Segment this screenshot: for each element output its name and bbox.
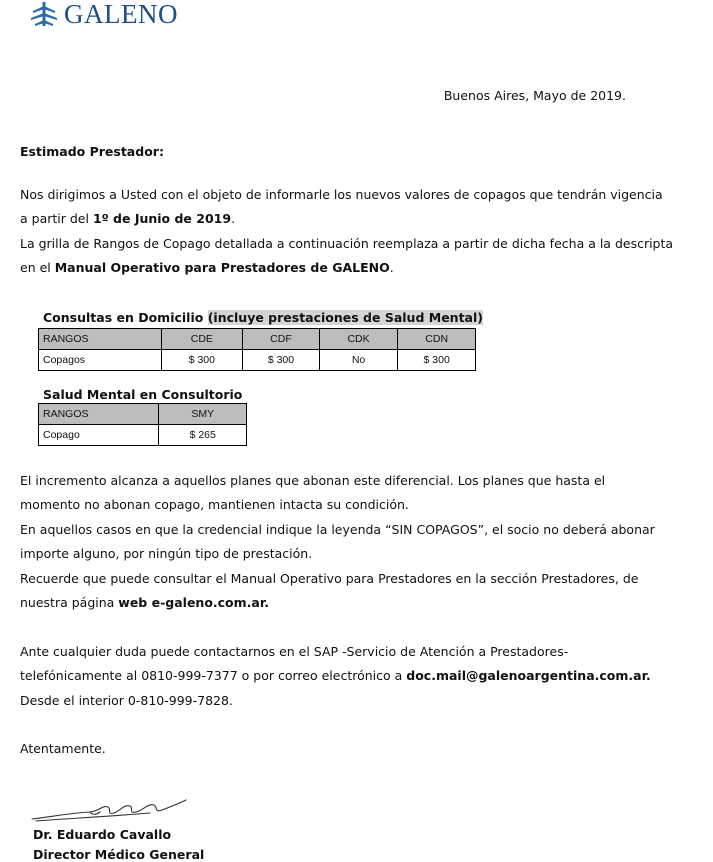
body-line-1: El incremento alcanza a aquellos planes que abonan este diferencial. Los planes que hasta el [20,473,606,488]
table-header-cell: RANGOS [39,404,159,425]
body-line-2: momento no abonan copago, mantienen intacta su condición. [20,497,409,513]
table-cell: $ 300 [161,350,243,371]
closing: Atentamente. [20,741,106,756]
table2-title: Salud Mental en Consultorio [43,387,243,402]
table-row [39,425,247,446]
body-line-4: importe alguno, por ningún tipo de prestación. [20,546,313,562]
body-line-6: nuestra página web e-galeno.com.ar. [20,595,269,611]
table-header-cell: CDN [398,329,476,350]
galeno-logo [30,0,178,28]
effective-date: 1º de Junio de 2019 [92,211,232,227]
signatory-name: Dr. Eduardo Cavallo [33,827,172,842]
galeno-emblem-icon [30,2,58,26]
manual-title: Manual Operativo para Prestadores de GALENO [54,260,390,276]
table1-title: Consultas en Domicilio (incluye prestaciones de Salud Mental) [43,310,483,325]
table-cell: $ 265 [159,425,247,446]
table-row [39,350,476,371]
intro-line-2: a partir del 1º de Junio de 2019. [20,211,236,227]
home-visits-copay-table [38,328,476,371]
contact-line-1: Ante cualquier duda puede contactarnos en el SAP -Servicio de Atención a Prestadores- [20,644,569,659]
table-cell: Copago [39,425,159,446]
contact-paragraph [20,640,651,713]
mental-health-copay-table [38,403,247,446]
letter-date: Buenos Aires, Mayo de 2019. [443,88,626,103]
body-line-5: Recuerde que puede consultar el Manual Operativo para Prestadores en la sección Prestadores, de [20,570,639,586]
signatory-title: Director Médico General [33,847,205,862]
table-header-cell: CDK [319,329,398,350]
contact-email: doc.mail@galenoargentina.com.ar. [406,668,651,684]
table-header-cell: RANGOS [39,329,162,350]
table-cell: No [319,350,398,371]
body-line-3: En aquellos casos en que la credencial indique la leyenda “SIN COPAGOS”, el socio no deberá abonar [20,521,655,537]
table-header-row [39,404,247,425]
table-header-row [39,329,476,350]
handwritten-signature [30,795,190,823]
contact-line-2: telefónicamente al 0810-999-7377 o por correo electrónico a doc.mail@galenoargentina.com.ar. [20,668,651,684]
brand-name: GALENO [64,0,178,29]
intro-paragraph [20,183,673,281]
table1-title-highlight: (incluye prestaciones de Salud Mental) [207,310,483,325]
contact-line-3: Desde el interior 0-810-999-7828. [20,692,233,708]
intro-line-3: La grilla de Rangos de Copago detallada a continuación reemplaza a partir de dicha fecha a la descripta [20,235,674,251]
table-header-cell: CDF [243,329,320,350]
table-header-cell: CDE [161,329,243,350]
greeting: Estimado Prestador: [20,144,164,159]
website-link: web e-galeno.com.ar. [118,595,269,611]
table-cell: $ 300 [243,350,320,371]
body-paragraph [20,469,655,615]
table-cell: $ 300 [398,350,476,371]
table-cell: Copagos [39,350,162,371]
intro-line-1: Nos dirigimos a Usted con el objeto de informarle los nuevos valores de copagos que tendrán vigencia [20,187,663,202]
intro-line-4: en el Manual Operativo para Prestadores de GALENO. [20,260,394,276]
table-header-cell: SMY [159,404,247,425]
